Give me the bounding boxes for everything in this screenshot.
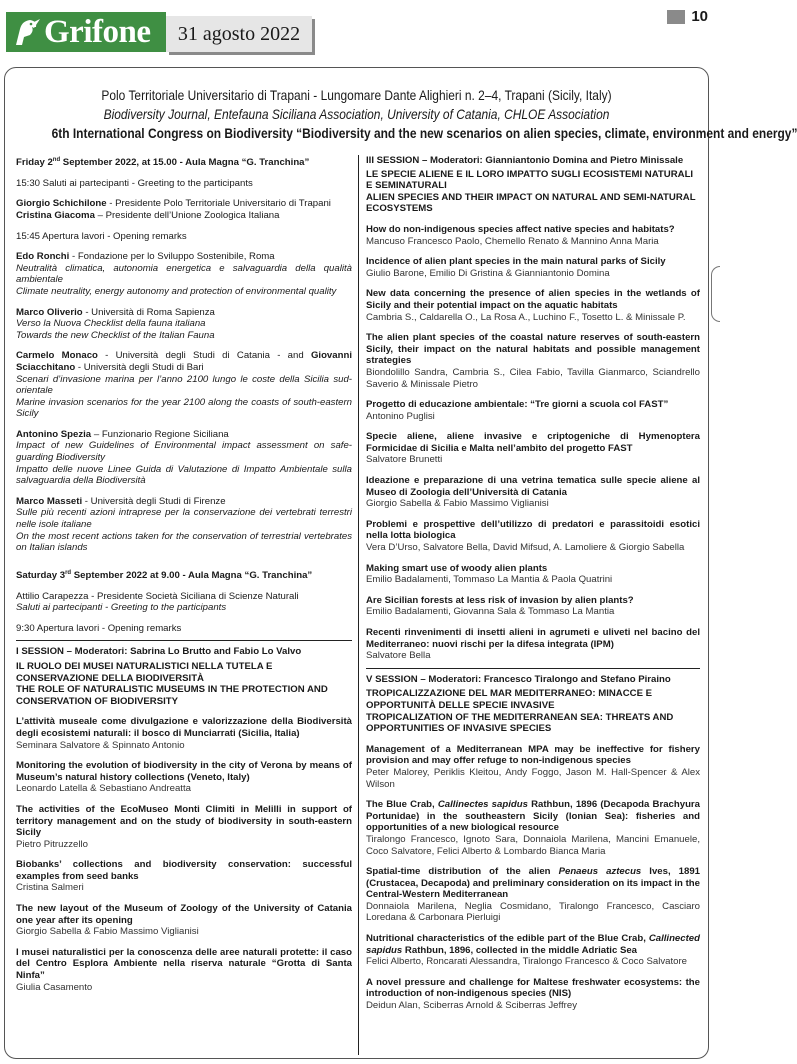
congress-header [10, 86, 797, 143]
list-item [366, 288, 700, 323]
speaker-name: Giorgio Schichilone [16, 198, 107, 210]
talk-authors: Cambria S., Caldarella O., La Rosa A., Luchino F., Tosetto L. & Minissale P. [366, 311, 686, 323]
griffin-logo-icon [10, 15, 42, 49]
talk-title: A novel pressure and challenge for Maltese freshwater ecosystems: the introduction of non-indigenous species (NIS) [366, 976, 700, 1000]
talk-title-it: Verso la Nuova Checklist della fauna italiana [16, 318, 206, 330]
brand-name: Grifone [44, 13, 151, 50]
talk-title-en: Impact of new Guidelines of Environmental impact assessment on safe-guarding Biodiversity [16, 440, 352, 464]
list-item [16, 760, 352, 795]
talk-authors: Mancuso Francesco Paolo, Chemello Renato & Mannino Anna Maria [366, 235, 659, 247]
talk-authors: Emilio Badalamenti, Tommaso La Mantia & Paola Quatrini [366, 574, 613, 586]
speaker-name: Carmelo Monaco [16, 350, 98, 362]
list-item [366, 224, 700, 247]
list-item [366, 933, 700, 968]
right-column [366, 155, 700, 1021]
talk-monaco [16, 350, 352, 420]
speaker-role: – Presidente dell’Unione Zoologica Italiana [94, 209, 280, 221]
session-5-theme [366, 688, 700, 734]
list-item [366, 563, 700, 586]
session-theme-en: ALIEN SPECIES AND THEIR IMPACT ON NATURAL AND SEMI-NATURAL ECOSYSTEMS [366, 191, 696, 215]
speaker-name: Giovanni Sciacchitano [16, 350, 352, 373]
talk-title: Are Sicilian forests at less risk of invasion by alien plants? [366, 594, 634, 606]
speaker-role: - Presidente Polo Territoriale Universitario di Trapani [106, 198, 331, 210]
title-part: Spatial-time distribution of the alien [366, 866, 559, 878]
species-name: Callinectes sapidus [437, 799, 528, 811]
page-number-label: 10 [691, 8, 708, 25]
talk-authors: Felici Alberto, Roncarati Alessandra, Tiralongo Francesco & Coco Salvatore [366, 956, 688, 968]
speaker-role: - Università degli Studi di Bari [75, 361, 204, 373]
session-3-heading: III SESSION – Moderatori: Gianniantonio Domina and Pietro Minissale [366, 155, 684, 166]
talk-title: The activities of the EcoMuseo Monti Climiti in Melilli in support of territory management and on the study of biodiversity in south-eastern Sicily [16, 803, 352, 839]
list-item [16, 804, 352, 850]
session-theme-it: LE SPECIE ALIENE E IL LORO IMPATTO SUGLI ECOSISTEMI NATURALI E SEMINATURALI [366, 168, 694, 192]
talk-title-en: Towards the new Checklist of the Italian Fauna [16, 329, 215, 341]
friday-venue: September 2022, at 15.00 - Aula Magna “G. Tranchina” [60, 157, 310, 169]
session-1-talks [16, 716, 352, 993]
talk-title: Monitoring the evolution of biodiversity in the city of Verona by means of Museum’s natural history collections (Veneto, Italy) [16, 760, 352, 783]
title-part: Ives, 1891 (Crustacea, Decapoda) and preliminary consideration on its impact in the Central-Western Mediterranean [366, 866, 700, 901]
list-item [16, 903, 352, 938]
talk-title: Recenti rinvenimenti di insetti alieni in agrumeti e uliveti nel bacino del Mediterraneo: nuovi rischi per la difesa integrata (IPM) [366, 627, 700, 650]
talk-authors: Leonardo Latella & Sebastiano Andreatta [16, 783, 191, 795]
list-item [366, 399, 700, 422]
talk-title: New data concerning the presence of alien species in the wetlands of Sicily and their potential impact on the aquatic habitats [366, 288, 700, 311]
speaker-name: Cristina Giacoma [16, 209, 95, 221]
list-item [366, 627, 700, 662]
talk-authors: Peter Malorey, Periklis Kleitou, Andy Foggo, Jason M. Hall-Spencer & Alex Wilson [366, 766, 700, 790]
talk-authors: Salvatore Bella [366, 650, 431, 662]
column-divider [358, 155, 359, 1055]
talk-authors: Tiralongo Francesco, Ignoto Sara, Donnaiola Marilena, Mancini Emanuele, Coco Salvatore, Felici Alberto & Lombardo Bianca Maria [366, 833, 700, 857]
talk-title: Specie aliene, aliene invasive e criptogeniche di Hymenoptera Formicidae di Sicilia e Malta nell’ambito del progetto FAST [366, 431, 700, 454]
talk-authors: Emilio Badalamenti, Giovanna Sala & Tommaso La Mantia [366, 606, 615, 618]
list-item [366, 799, 700, 857]
talk-authors: Seminara Salvatore & Spinnato Antonio [16, 739, 185, 751]
talk-title-en: On the most recent actions taken for the conservation of terrestrial vertebrates on Italian islands [16, 530, 352, 554]
talk-title-en: Marine invasion scenarios for the year 2100 along the coasts of south-eastern Sicily [16, 396, 352, 420]
talk-authors: Giorgio Sabella & Fabio Massimo Viglianisi [16, 926, 199, 938]
session-1-theme [16, 661, 352, 707]
talk-title-it: Scenari d’invasione marina per l’anno 2100 lungo le coste della Sicilia sud-orientale [16, 373, 352, 397]
session-3-theme [366, 169, 700, 215]
speaker-name: Antonino Spezia [16, 428, 92, 440]
list-item [366, 332, 700, 390]
talk-title: I musei naturalistici per la conoscenza delle aree naturali protette: il caso del Centro Esplora Ambiente nella riserva naturale “Grotta di Santa Ninfa” [16, 946, 352, 982]
congress-title: 6th International Congress on Biodiversity “Biodiversity and the new scenarios on alien species, climate, environment and energy” [51, 126, 797, 141]
session-theme-en: THE ROLE OF NATURALISTIC MUSEUMS IN THE PROTECTION AND CONSERVATION OF BIODIVERSITY [16, 684, 328, 707]
talk-authors: Giulia Casamento [16, 981, 93, 993]
list-item [16, 716, 352, 751]
saturday-venue: September 2022 at 9.00 - Aula Magna “G. Tranchina” [71, 570, 313, 581]
title-part: The Blue Crab, [366, 799, 438, 811]
session-5-talks [366, 744, 700, 1012]
section-rule [16, 640, 352, 641]
talk-spezia [16, 429, 352, 487]
talk-title-it: Neutralità climatica, autonomia energetica e salvaguardia della qualità ambientale [16, 262, 352, 286]
talk-oliverio [16, 307, 352, 342]
talk-title: Problemi e prospettive dell’utilizzo di predatori e parassitoidi esotici nella lotta biologica [366, 518, 700, 542]
talk-masseti [16, 496, 352, 554]
talk-title-it: Sulle più recenti azioni intraprese per la conservazione dei vertebrati terrestri nelle isole italiane [16, 507, 352, 531]
list-item [366, 519, 700, 554]
speaker-name: Marco Masseti [16, 495, 83, 507]
talk-title: Biobanks’ collections and biodiversity conservation: successful examples from seed banks [16, 859, 352, 882]
title-part: Rathbun, 1896 (Decapoda Brachyura Portunidae) in the southeastern Sicily (Ionian Sea): fisheries and opportunities of a new biological resource [366, 799, 700, 834]
side-tab-marker [711, 266, 720, 322]
list-item [366, 256, 700, 279]
saturday-heading [16, 568, 352, 582]
talk-authors: Salvatore Brunetti [366, 454, 443, 466]
talk-title-en: Climate neutrality, energy autonomy and protection of environmental quality [16, 285, 337, 297]
page-marker-icon [667, 10, 685, 24]
talk-authors: Giorgio Sabella & Fabio Massimo Viglianisi [366, 498, 549, 510]
organizers-line: Biodiversity Journal, Entefauna Siciliana Association, University of Catania, CHLOE Association [103, 107, 610, 122]
opening-1: 15:45 Apertura lavori - Opening remarks [16, 230, 187, 242]
talk-title [366, 933, 700, 956]
talk-authors: Giulio Barone, Emilio Di Gristina & Gianniantonio Domina [366, 267, 610, 279]
speaker-role: - Fondazione per lo Sviluppo Sostenibile, Roma [69, 251, 275, 263]
talk-authors: Cristina Salmeri [16, 882, 84, 894]
title-part: Rathbun, 1896, collected in the middle Adriatic Sea [402, 944, 638, 956]
talk-title: Progetto di educazione ambientale: “Tre giorni a scuola col FAST” [366, 399, 669, 411]
talk-title: Incidence of alien plant species in the main natural parks of Sicily [366, 256, 666, 268]
species-name: Penaeus aztecus [558, 866, 642, 878]
carapezza-greeting [16, 591, 352, 614]
talk-title: Making smart use of woody alien plants [366, 562, 548, 574]
list-item [366, 866, 700, 924]
page-number [667, 8, 708, 25]
speaker-role: Attilio Carapezza - Presidente Società Siciliana di Scienze Naturali [16, 590, 299, 602]
greeting-text: Saluti ai partecipanti - Greeting to the participants [16, 602, 227, 614]
greeting-1: 15:30 Saluti ai partecipanti - Greeting to the participants [16, 177, 253, 189]
masthead [0, 0, 720, 60]
session-theme-en: TROPICALIZATION OF THE MEDITERRANEAN SEA: THREATS AND OPPORTUNITIES OF INVASIVE SPECIES [366, 711, 674, 735]
speaker-name: Marco Oliverio [16, 306, 83, 318]
section-rule [366, 668, 700, 669]
speaker-role: - Università degli Studi di Firenze [82, 495, 226, 507]
talk-title: The new layout of the Museum of Zoology of the University of Catania one year after its opening [16, 903, 352, 926]
list-item [366, 475, 700, 510]
talk-title: How do non-indigenous species affect native species and habitats? [366, 223, 675, 235]
talk-title: L’attività museale come divulgazione e valorizzazione della Biodiversità degli ecosistemi naturali: il bosco di Munciarrati (Sicilia, Italia) [16, 716, 352, 739]
speaker-name: Edo Ronchi [16, 251, 70, 263]
talk-authors: Biondolillo Sandra, Cambria S., Cilea Fabio, Tavilla Gianmarco, Sciandrello Saverio & Minissale Pietro [366, 366, 700, 390]
friday-heading [16, 155, 352, 169]
saturday-day: Saturday 3 [16, 570, 66, 581]
list-item [366, 431, 700, 466]
session-3-talks [366, 224, 700, 662]
masthead-logo [6, 12, 166, 52]
talk-authors: Vera D’Urso, Salvatore Bella, David Mifsud, A. Lamoliere & Giorgio Sabella [366, 542, 685, 554]
talk-authors: Donnaiola Marilena, Neglia Cosmidano, Tiralongo Francesco, Casciaro Loredana & Carbonara Pierluigi [366, 900, 700, 924]
saturday-sup: rd [65, 569, 72, 576]
talk-ronchi [16, 251, 352, 297]
venue-line: Polo Territoriale Universitario di Trapani - Lungomare Dante Alighieri n. 2–4, Trapani (Sicily, Italy) [101, 88, 612, 103]
opening-2: 9:30 Apertura lavori - Opening remarks [16, 622, 182, 634]
list-item [366, 744, 700, 790]
talk-title: Ideazione e preparazione di una vetrina tematica sulle specie aliene al Museo di Zoologia dell’Università di Catania [366, 475, 700, 498]
greeting-speakers [16, 198, 352, 221]
speaker-role: – Funzionario Regione Siciliana [91, 428, 229, 440]
talk-authors: Pietro Pitruzzello [16, 838, 88, 850]
session-1-heading: I SESSION – Moderatori: Sabrina Lo Brutto and Fabio Lo Valvo [16, 646, 302, 658]
talk-title: Management of a Mediterranean MPA may be ineffective for fishery provision and may offer refuge to non-indigenous species [366, 743, 700, 767]
talk-authors: Antonino Puglisi [366, 410, 435, 422]
list-item [366, 977, 700, 1012]
left-column [16, 155, 352, 1002]
friday-day: Friday 2 [16, 157, 53, 169]
title-part: Nutritional characteristics of the edible part of the Blue Crab, [366, 933, 649, 945]
speaker-affiliation: - Università degli Studi di Catania - and [97, 350, 311, 362]
talk-title [366, 866, 700, 901]
session-5-heading: V SESSION – Moderatori: Francesco Tiralongo and Stefano Piraino [366, 673, 671, 685]
list-item [16, 859, 352, 894]
talk-title-it: Impatto delle nuove Linee Guida di Valutazione di Impatto Ambientale sulla salvaguardia della Biodiversità [16, 463, 352, 487]
talk-authors: Deidun Alan, Sciberras Arnold & Sciberras Jeffrey [366, 1000, 577, 1012]
session-theme-it: TROPICALIZZAZIONE DEL MAR MEDITERRANEO: MINACCE E OPPORTUNITÀ DELLE SPECIE INVASIVE [366, 688, 653, 711]
list-item [366, 595, 700, 618]
issue-date: 31 agosto 2022 [166, 16, 312, 52]
talk-title: The alien plant species of the coastal nature reserves of south-eastern Sicily, their impact on the natural habitats and possible management strategies [366, 332, 700, 367]
list-item [16, 947, 352, 993]
speaker-role: - Università di Roma Sapienza [82, 306, 215, 318]
species-name: Callinected sapidus [366, 933, 700, 956]
talk-title [366, 799, 700, 834]
session-theme-it: IL RUOLO DEI MUSEI NATURALISTICI NELLA TUTELA E CONSERVAZIONE DELLA BIODIVERSITÀ [16, 660, 273, 684]
friday-sup: nd [52, 157, 61, 163]
